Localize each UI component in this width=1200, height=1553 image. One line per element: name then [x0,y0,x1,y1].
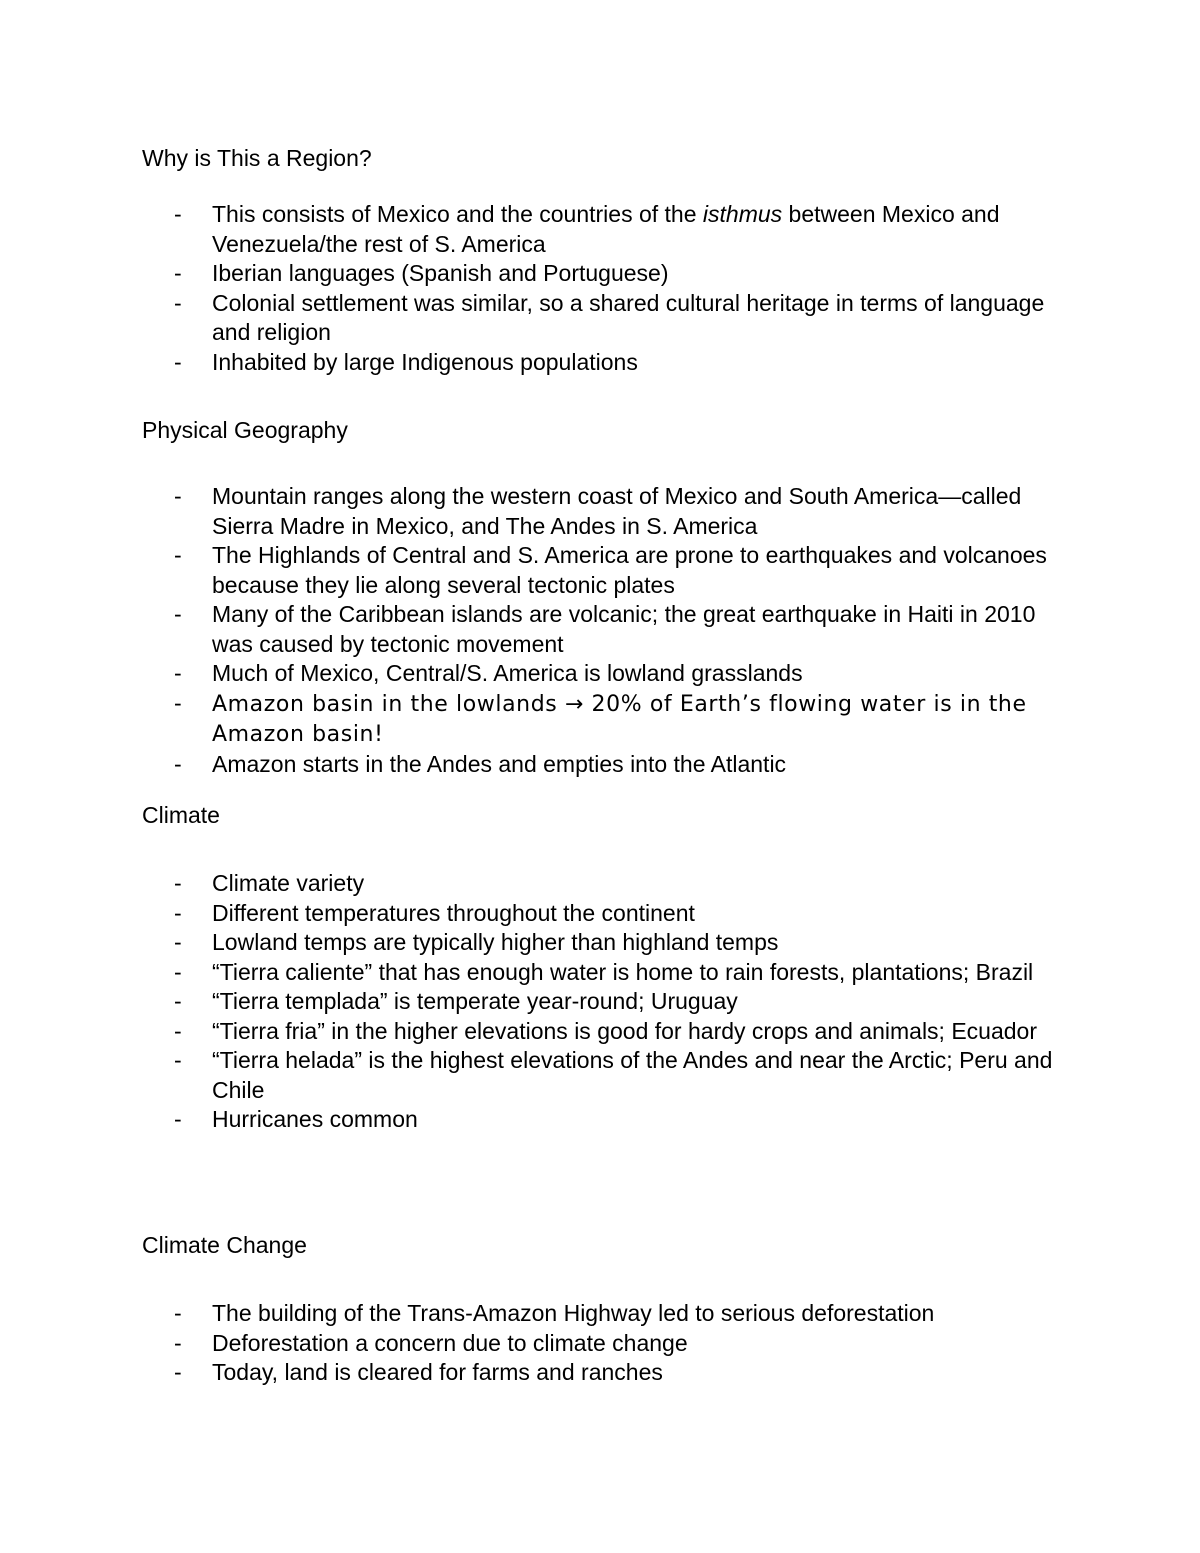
list-item: - The Highlands of Central and S. America are prone to earthquakes and volcanoes because they lie along several tectonic plates [174,542,1047,598]
list-item: - Climate variety [142,869,1072,899]
bullet-dash: - [174,689,182,716]
list-item: - Colonial settlement was similar, so a shared cultural heritage in terms of language and religion [174,289,1045,345]
bullet-dash: - [174,1047,182,1073]
list-item: - Lowland temps are typically higher than highland temps [142,928,1072,958]
list-item: - Iberian languages (Spanish and Portuguese) [142,259,1072,289]
list-item: - Different temperatures throughout the continent [142,899,1072,929]
bullet-dash: - [174,289,182,316]
section-heading-physical-geography: Physical Geography [142,417,348,443]
list-item: - “Tierra fria” in the higher elevations is good for hardy crops and animals; Ecuador [142,1017,1072,1047]
bullet-dash: - [174,660,182,686]
bullet-dash: - [174,1106,182,1132]
list-item: - Inhabited by large Indigenous populations [142,348,1072,378]
climate-change-list [142,1299,1072,1388]
bullet-dash: - [174,260,182,286]
bullet-dash: - [174,870,182,896]
bullet-dash: - [174,750,182,777]
bullet-dash: - [174,201,182,227]
list-item: - This consists of Mexico and the countries of the isthmus between Mexico and Venezuela/the rest of S. America [174,201,1000,257]
section-heading-climate-change: Climate Change [142,1232,307,1258]
list-item: - Amazon basin in the lowlands → 20% of Earth’s flowing water is in the Amazon basin! [174,689,1027,747]
emphasized-term: isthmus [702,201,783,227]
bullet-dash: - [174,958,182,985]
physical-geography-list [142,482,1072,779]
bullet-dash: - [174,1329,182,1356]
bullet-dash: - [174,483,182,509]
list-item: - “Tierra helada” is the highest elevations of the Andes and near the Arctic; Peru and Chile [174,1047,1053,1103]
list-item: - “Tierra templada” is temperate year-round; Uruguay [142,987,1072,1017]
bullet-dash: - [174,899,182,926]
bullet-dash: - [174,542,182,568]
list-item: - Deforestation a concern due to climate change [142,1329,1072,1359]
bullet-dash: - [174,601,182,627]
section-heading-why-region: Why is This a Region? [142,145,372,171]
bullet-dash: - [174,1359,182,1385]
bullet-dash: - [174,1017,182,1044]
list-item: - Many of the Caribbean islands are volcanic; the great earthquake in Haiti in 2010 was caused by tectonic movement [174,601,1036,657]
list-item: - The building of the Trans-Amazon Highway led to serious deforestation [142,1299,1072,1329]
climate-list [142,869,1072,1135]
section-heading-climate: Climate [142,802,220,828]
bullet-dash: - [174,988,182,1014]
list-item: - Amazon starts in the Andes and empties into the Atlantic [142,750,1072,780]
list-item: - Much of Mexico, Central/S. America is lowland grasslands [142,659,1072,689]
list-item: - Hurricanes common [142,1105,1072,1135]
bullet-dash: - [174,1300,182,1326]
why-region-list [142,200,1072,377]
list-item: - “Tierra caliente” that has enough water is home to rain forests, plantations; Brazil [142,958,1072,988]
list-item: - Today, land is cleared for farms and ranches [142,1358,1072,1388]
bullet-dash: - [174,929,182,955]
bullet-dash: - [174,348,182,375]
list-item: - Mountain ranges along the western coast of Mexico and South America—called Sierra Madre in Mexico, and The Andes in S. America [174,483,1022,539]
